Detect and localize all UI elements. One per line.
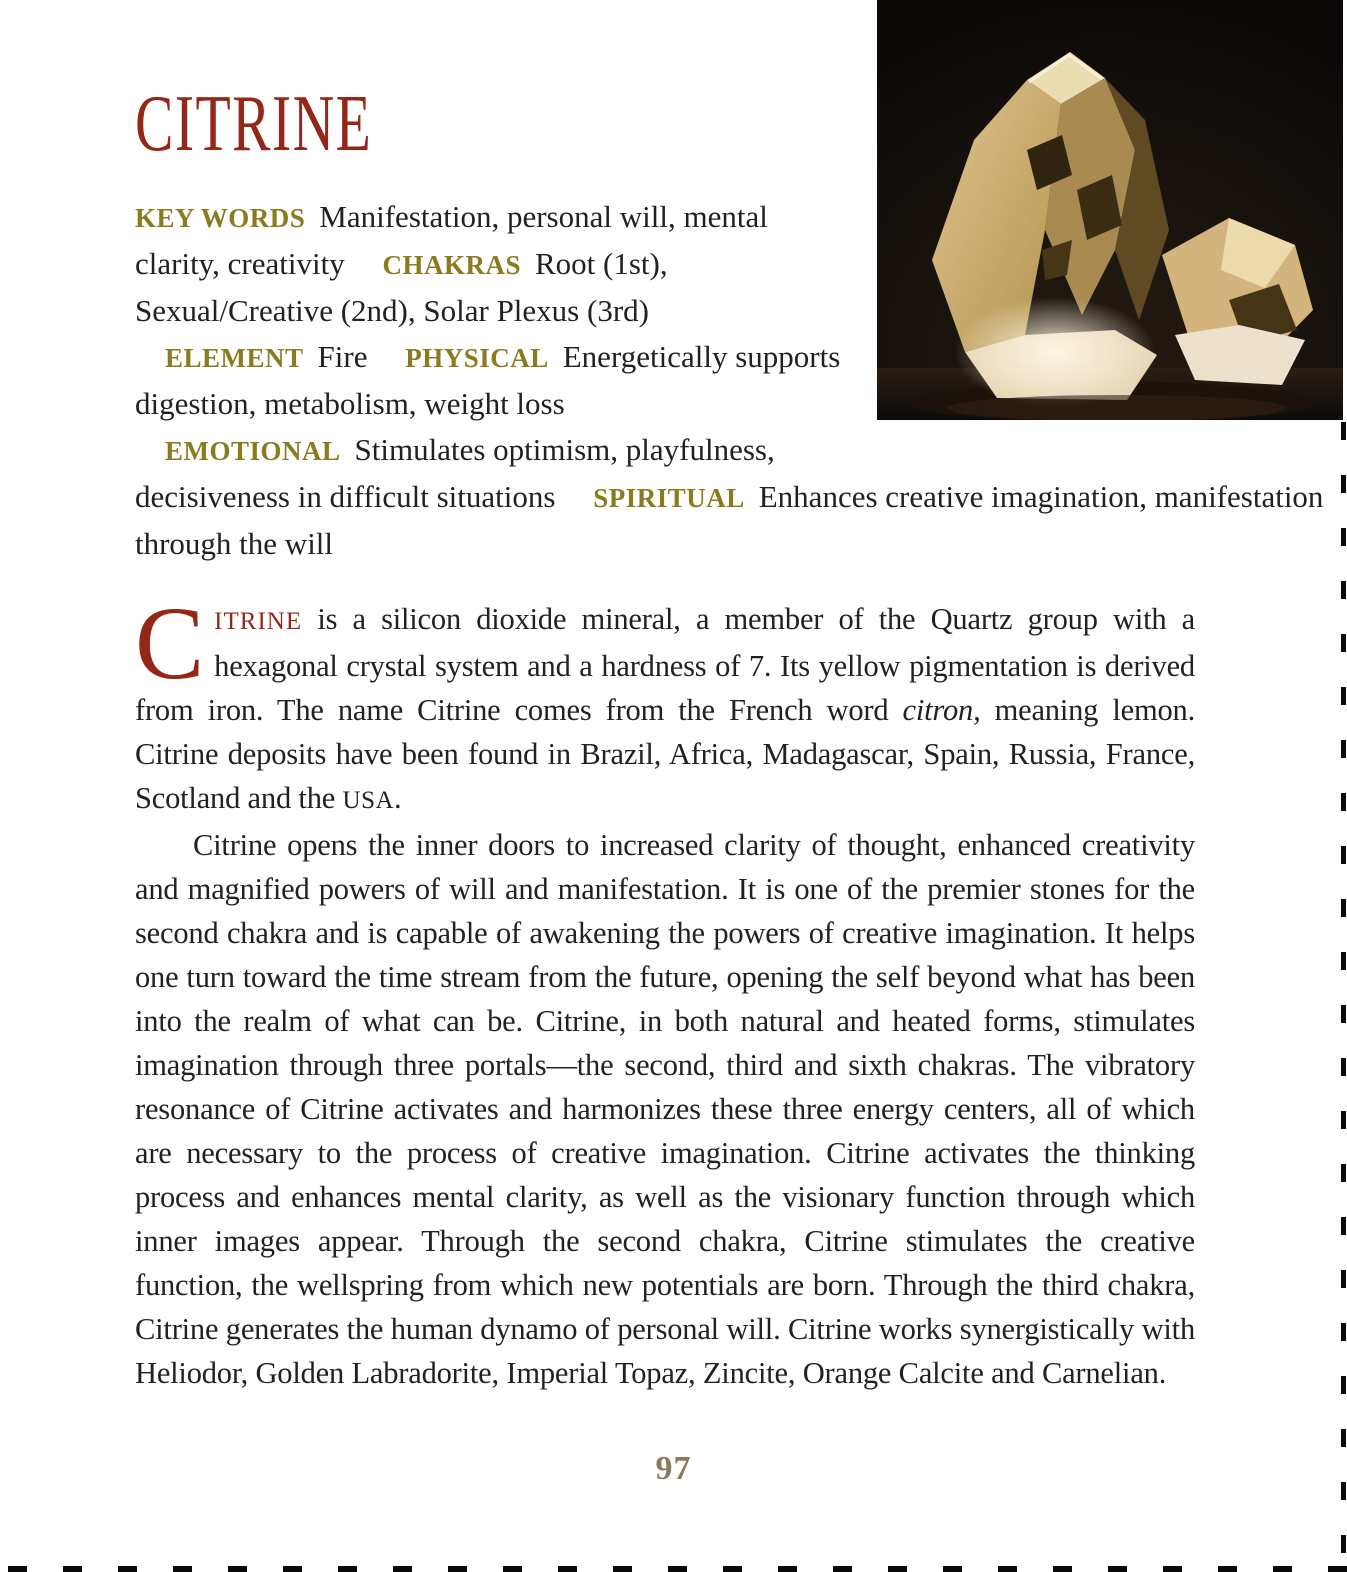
attribute-label: ELEMENT [165, 343, 304, 373]
attribute-label: SPIRITUAL [593, 483, 745, 513]
attribute-label: PHYSICAL [405, 343, 549, 373]
body-text [135, 586, 1343, 1395]
attribute-text: Fire [317, 339, 368, 374]
dropcap: C [135, 586, 205, 701]
attribute-text: Energetically supports digestion, metabolism, weight loss [135, 339, 841, 421]
scan-edge-marks-right [1341, 422, 1346, 1572]
page-number: 97 [655, 1450, 692, 1487]
attribute-text: Stimulates optimism, playfulness, decisiveness in difficult situations [135, 432, 775, 514]
attribute-text: Root (1st), Sexual/Creative (2nd), Solar Plexus (3rd) [135, 246, 668, 328]
styled-text-lead-caps: ITRINE [214, 608, 303, 635]
body-paragraph: Citrine opens the inner doors to increased clarity of thought, enhanced creativity and magnified powers of will and manifestation. It is one of the premier stones for the second chakra and is capable of awakening the powers of creative imagination. It helps one turn toward the time stream from the future, opening the self beyond what has been into the realm of what can be. Citrine, in both natural and heated forms, stimulates imagination through three portals—the second, third and sixth chakras. The vibratory resonance of Citrine activates and harmonizes these three energy centers, all of which are necessary to the process of creative imagination. Citrine activates the thinking process and enhances mental clarity, as well as the visionary function through which inner images appear. Through the second chakra, Citrine stimulates the creative function, the wellspring from which new potentials are born. Through the third chakra, Citrine generates the human dynamo of personal will. Citrine works synergistically with Heliodor, Golden Labradorite, Imperial Topaz, Zincite, Orange Calcite and Carnelian. [135, 828, 1195, 1390]
page-title: CITRINE [135, 80, 373, 168]
body-paragraph: CITRINE is a silicon dioxide mineral, a member of the Quartz group with a hexagonal crystal system and a hardness of 7. Its yellow pigmentation is derived from iron. The name Citrine comes from the French word citron, meaning lemon. Citrine deposits have been found in Brazil, Africa, Madagascar, Spain, Russia, France, Scotland and the USA. [135, 586, 1195, 815]
citrine-specimen-photo [877, 0, 1343, 420]
styled-text-smallcaps: USA [342, 787, 395, 814]
attribute-label: KEY WORDS [135, 203, 306, 233]
scan-edge-marks-bottom [8, 1566, 1347, 1572]
attribute-text: Enhances creative imagination, manifestation through the will [135, 479, 1324, 561]
citrine-crystal-illustration [877, 0, 1343, 420]
attribute-label: CHAKRAS [382, 250, 521, 280]
styled-text-italic: citron, [902, 693, 981, 727]
attribute-label: EMOTIONAL [165, 436, 341, 466]
attribute-text: Manifestation, personal will, mental clarity, creativity [135, 199, 768, 281]
